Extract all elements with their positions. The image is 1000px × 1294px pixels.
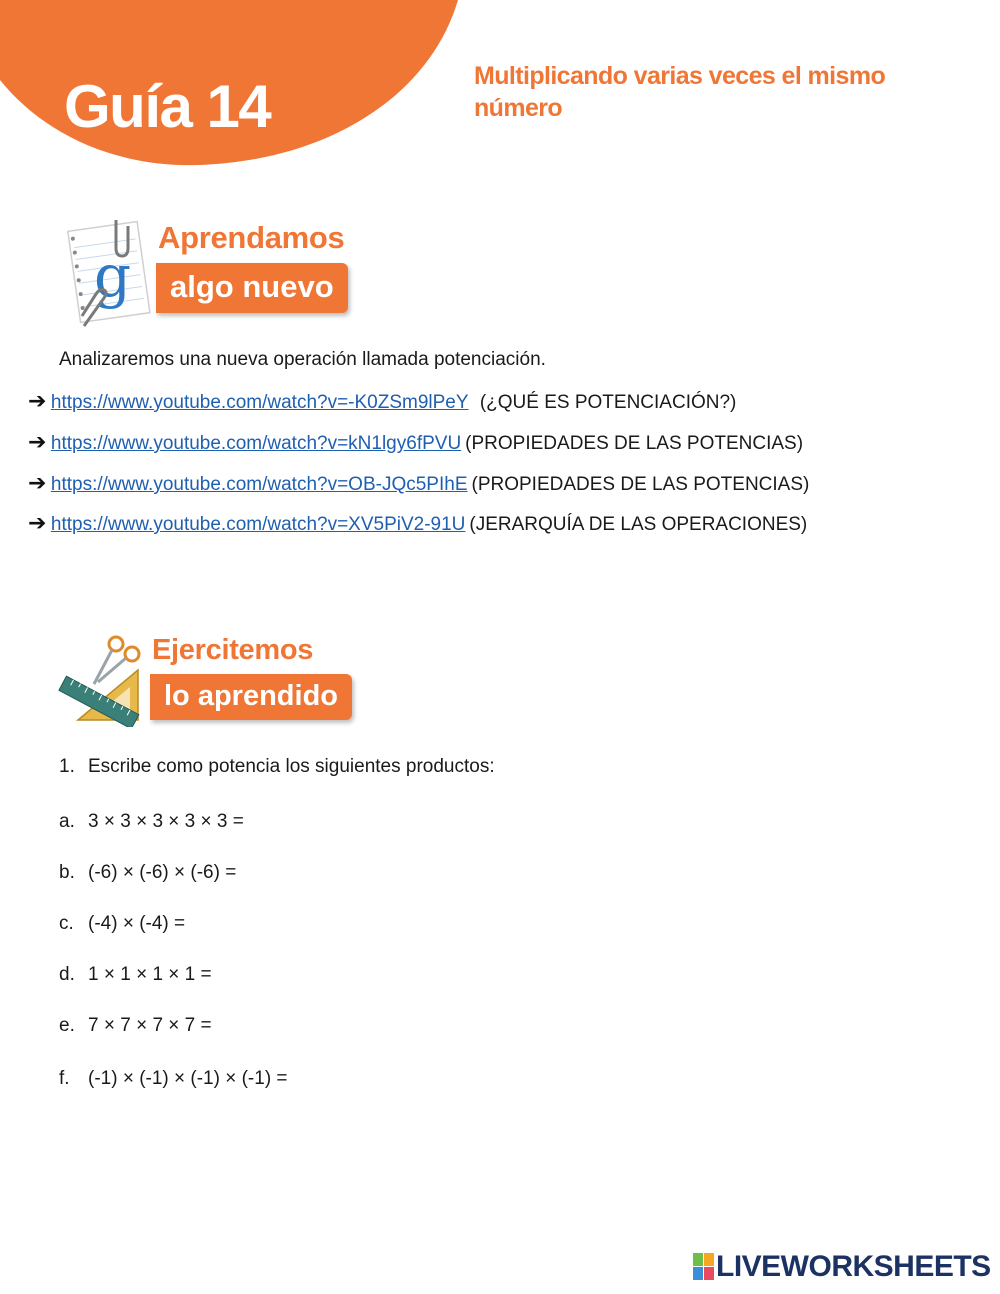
exercise-item-label: c. — [59, 913, 74, 934]
video-link-description: (JERARQUÍA DE LAS OPERACIONES) — [469, 514, 808, 535]
video-link-description: (¿QUÉ ES POTENCIACIÓN?) — [474, 392, 737, 413]
learn-title-bottom: algo nuevo — [156, 263, 348, 313]
arrow-right-icon: ➔ — [28, 510, 47, 535]
video-link[interactable]: https://www.youtube.com/watch?v=XV5PiV2-91U — [50, 514, 466, 535]
exercise-item-expression: (-4) × (-4) = — [88, 913, 186, 934]
svg-text:g: g — [94, 242, 132, 310]
guide-subtitle: Multiplicando varias veces el mismo número — [474, 62, 886, 122]
exercise-item-label: d. — [59, 964, 75, 985]
video-link-row — [28, 471, 809, 497]
liveworksheets-logo-icon — [693, 1253, 715, 1281]
practice-title-bottom: lo aprendido — [150, 674, 352, 720]
video-link-row — [28, 511, 807, 537]
arrow-right-icon: ➔ — [28, 470, 47, 495]
intro-text: Analizaremos una nueva operación llamada potenciación. — [59, 349, 546, 370]
video-link[interactable]: https://www.youtube.com/watch?v=-K0ZSm9lPeY — [50, 392, 469, 413]
arrow-right-icon: ➔ — [28, 429, 47, 454]
video-link-row — [28, 389, 736, 415]
ruler-scissors-icon — [58, 632, 148, 727]
liveworksheets-brand: LIVEWORKSHEETS — [716, 1250, 991, 1283]
exercise-item-label: b. — [59, 862, 75, 883]
exercise-item-expression: 3 × 3 × 3 × 3 × 3 = — [88, 811, 244, 832]
exercise-item-expression: (-1) × (-1) × (-1) × (-1) = — [88, 1068, 288, 1089]
video-link-description: (PROPIEDADES DE LAS POTENCIAS) — [465, 433, 804, 454]
arrow-right-icon: ➔ — [28, 388, 47, 413]
exercise-item-expression: 7 × 7 × 7 × 7 = — [88, 1015, 212, 1036]
learn-title-top: Aprendamos — [158, 220, 345, 255]
practice-title-top: Ejercitemos — [152, 634, 314, 666]
exercise-item-label: e. — [59, 1015, 75, 1036]
exercise-number: 1. — [59, 756, 75, 777]
guide-title: Guía 14 — [64, 73, 271, 140]
notebook-paperclip-icon — [64, 218, 159, 328]
learn-section-header — [64, 218, 374, 328]
exercise-item-label: a. — [59, 811, 75, 832]
video-link[interactable]: https://www.youtube.com/watch?v=OB-JQc5PIhE — [50, 474, 468, 495]
video-link[interactable]: https://www.youtube.com/watch?v=kN1lgy6fPVU — [50, 433, 462, 454]
exercise-item-expression: 1 × 1 × 1 × 1 = — [88, 964, 212, 985]
video-link-row — [28, 430, 803, 456]
exercise-item-expression: (-6) × (-6) × (-6) = — [88, 862, 237, 883]
practice-section-header — [58, 632, 368, 732]
video-link-description: (PROPIEDADES DE LAS POTENCIAS) — [471, 474, 810, 495]
exercise-item-label: f. — [59, 1068, 70, 1089]
exercise-instruction: Escribe como potencia los siguientes productos: — [88, 756, 495, 777]
